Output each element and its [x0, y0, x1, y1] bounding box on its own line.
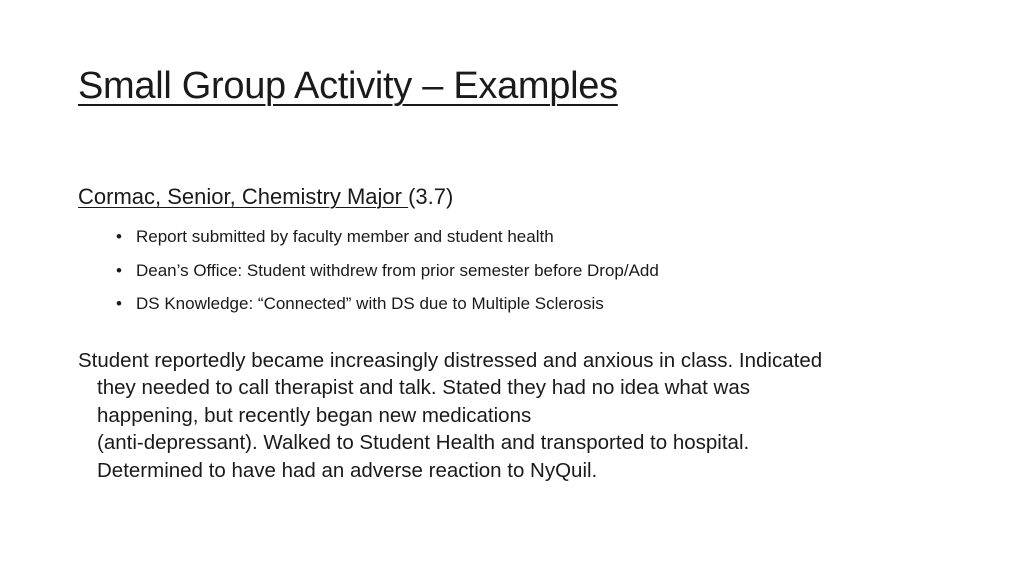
list-item-text: DS Knowledge: “Connected” with DS due to Multiple Sclerosis	[136, 294, 604, 313]
slide-title: Small Group Activity – Examples	[78, 65, 618, 107]
narrative-line: happening, but recently began new medications	[97, 403, 532, 427]
narrative-line: Determined to have had an adverse reaction to NyQuil.	[97, 458, 598, 482]
subject-name: Cormac, Senior, Chemistry Major	[78, 184, 409, 209]
narrative-line: (anti-depressant). Walked to Student Health and transported to hospital.	[97, 431, 750, 455]
list-item-text: Report submitted by faculty member and student health	[136, 227, 554, 246]
bullet-icon: •	[116, 260, 122, 280]
case-facts-list	[114, 220, 659, 321]
narrative-line: they needed to call therapist and talk. Stated they had no idea what was	[97, 376, 751, 400]
case-narrative	[78, 347, 958, 484]
list-item-text: Dean’s Office: Student withdrew from prior semester before Drop/Add	[136, 260, 659, 280]
list-item	[114, 287, 659, 321]
list-item	[114, 220, 659, 254]
bullet-icon: •	[116, 294, 122, 313]
subject-heading	[78, 182, 453, 212]
list-item	[114, 254, 659, 288]
bullet-icon: •	[116, 227, 122, 246]
subject-gpa: (3.7)	[408, 184, 454, 209]
narrative-line: Student reportedly became increasingly distressed and anxious in class. Indicated	[78, 349, 823, 372]
